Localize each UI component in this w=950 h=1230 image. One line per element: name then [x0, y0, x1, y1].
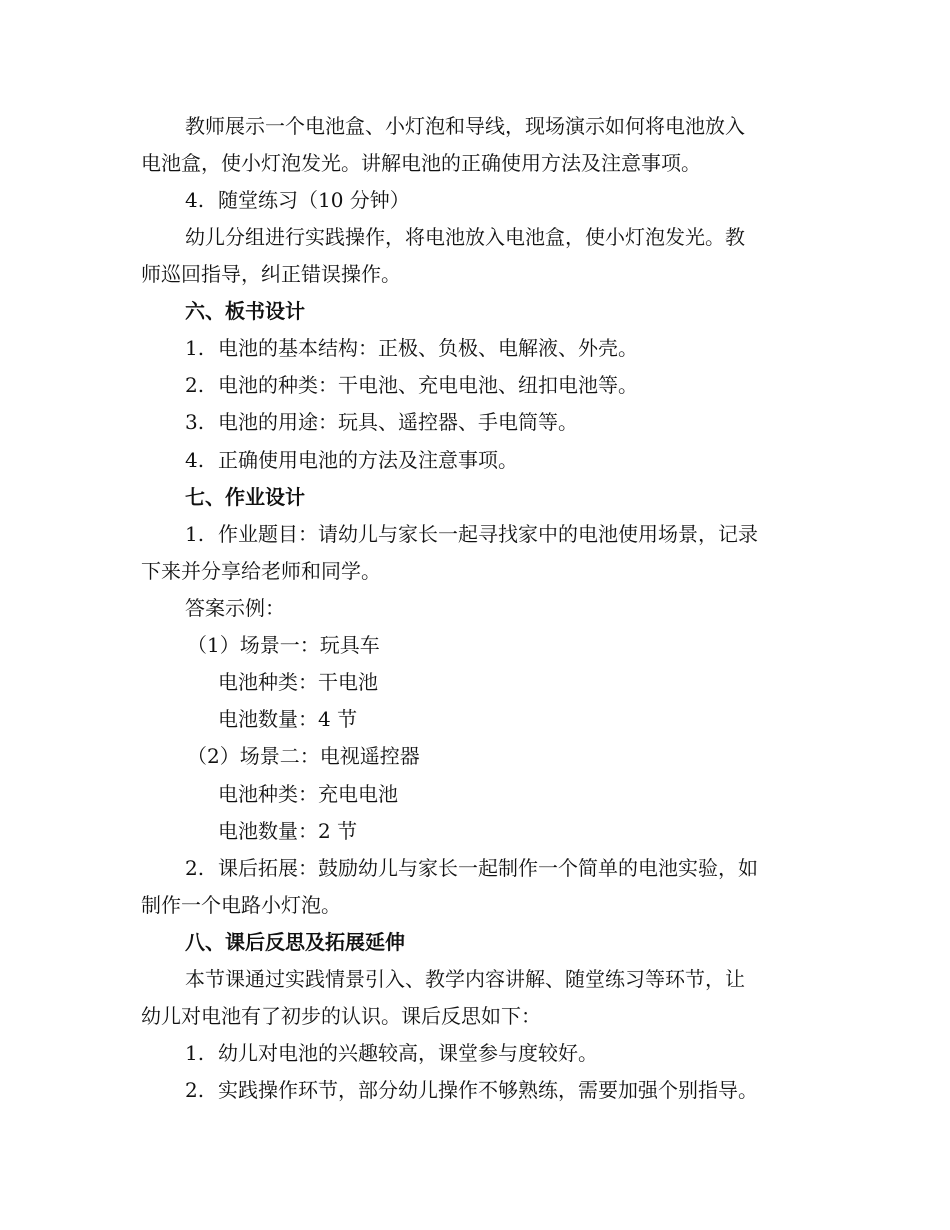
list-item-number: 3. [185, 410, 205, 434]
list-item-number: 2. [185, 1078, 205, 1102]
list-item-number: 1. [185, 1041, 205, 1065]
scenario-1-title: （1）场景一：玩具车 [187, 633, 380, 657]
list-item-text: 电池的基本结构：正极、负极、电解液、外壳。 [218, 336, 638, 360]
section-4-number: 4. [185, 188, 205, 212]
paragraph-practice-line-2: 师巡回指导，纠正错误操作。 [141, 262, 401, 286]
heading-reflection: 八、课后反思及拓展延伸 [185, 930, 405, 954]
list-item-text: 实践操作环节，部分幼儿操作不够熟练，需要加强个别指导。 [218, 1078, 758, 1102]
answer-example-label: 答案示例： [185, 596, 285, 620]
homework-item-2-line-2: 制作一个电路小灯泡。 [141, 893, 341, 917]
scenario-2-battery-type: 电池种类：充电电池 [218, 782, 398, 806]
homework-item-1-line-1 [185, 520, 758, 548]
list-item-correct-usage [185, 446, 518, 474]
homework-item-1-line-2: 下来并分享给老师和同学。 [141, 559, 381, 583]
list-item-number: 2. [185, 373, 205, 397]
list-item-number: 1. [185, 522, 205, 546]
list-item-types [185, 371, 638, 399]
list-item-text: 作业题目：请幼儿与家长一起寻找家中的电池使用场景，记录 [218, 522, 758, 546]
list-item-text: 电池的用途：玩具、遥控器、手电筒等。 [218, 410, 578, 434]
reflection-item-1 [185, 1039, 598, 1067]
list-item-number: 4. [185, 448, 205, 472]
list-item-text: 正确使用电池的方法及注意事项。 [218, 448, 518, 472]
list-item-uses [185, 408, 578, 436]
heading-blackboard-design: 六、板书设计 [185, 299, 305, 323]
scenario-1-battery-type: 电池种类：干电池 [218, 670, 378, 694]
list-item-number: 2. [185, 856, 205, 880]
section-4-title: 随堂练习（10 分钟） [218, 188, 410, 212]
paragraph-demo-line-2: 电池盒，使小灯泡发光。讲解电池的正确使用方法及注意事项。 [141, 151, 701, 175]
paragraph-practice-line-1: 幼儿分组进行实践操作，将电池放入电池盒，使小灯泡发光。教 [185, 225, 745, 249]
section-4-heading [185, 186, 410, 214]
list-item-number: 1. [185, 336, 205, 360]
paragraph-reflection-line-1: 本节课通过实践情景引入、教学内容讲解、随堂练习等环节，让 [185, 967, 745, 991]
paragraph-reflection-line-2: 幼儿对电池有了初步的认识。课后反思如下： [141, 1004, 541, 1028]
paragraph-demo-line-1: 教师展示一个电池盒、小灯泡和导线，现场演示如何将电池放入 [185, 114, 745, 138]
homework-item-2-line-1 [185, 854, 758, 882]
heading-homework-design: 七、作业设计 [185, 485, 305, 509]
scenario-1-battery-count: 电池数量：4 节 [218, 707, 358, 731]
list-item-text: 课后拓展：鼓励幼儿与家长一起制作一个简单的电池实验，如 [218, 856, 758, 880]
scenario-2-battery-count: 电池数量：2 节 [218, 819, 358, 843]
scenario-2-title: （2）场景二：电视遥控器 [187, 744, 420, 768]
list-item-text: 幼儿对电池的兴趣较高，课堂参与度较好。 [218, 1041, 598, 1065]
reflection-item-2 [185, 1076, 758, 1104]
list-item-text: 电池的种类：干电池、充电电池、纽扣电池等。 [218, 373, 638, 397]
list-item-structure [185, 334, 638, 362]
